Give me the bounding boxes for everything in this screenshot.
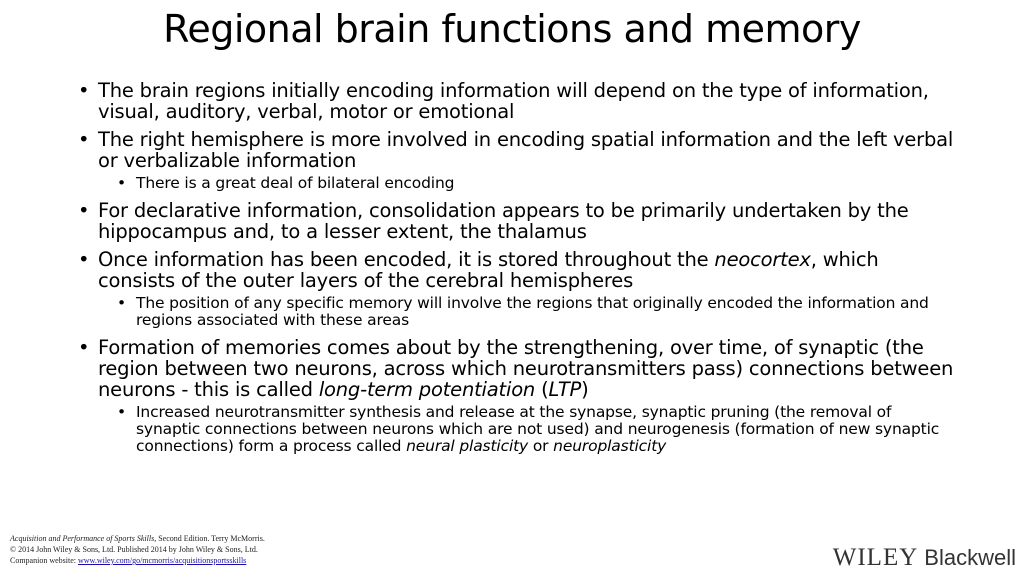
footer-companion-line xyxy=(10,555,265,566)
bullet-text: ) xyxy=(581,378,589,401)
subbullet-text: There is a great deal of bilateral encoding xyxy=(136,174,455,192)
footer-book-rest: , Second Edition. Terry McMorris. xyxy=(154,534,265,543)
emphasis-ltp-term: long-term potentiation xyxy=(318,378,536,401)
bullet-encoding-regions xyxy=(74,80,954,122)
slide-title: Regional brain functions and memory xyxy=(163,7,861,51)
subbullet-memory-position xyxy=(74,295,954,329)
bullet-text: Formation of memories comes about by the strengthening, over time, of synaptic (the region between two neurons, across which neurotransmitters pass) connections between neurons - this is called xyxy=(98,336,954,401)
bullet-neocortex xyxy=(74,249,954,291)
bullet-text: The right hemisphere is more involved in encoding spatial information and the left verbal or verbalizable information xyxy=(98,128,954,172)
subbullet-text: Increased neurotransmitter synthesis and release at the synapse, synaptic pruning (the removal of synaptic connections between neurons which are not used) and neurogenesis (formation of new synaptic connections) form a process called xyxy=(136,403,940,455)
bullet-text: The brain regions initially encoding information will depend on the type of information, visual, auditory, verbal, motor or emotional xyxy=(98,79,929,123)
footer-book-line xyxy=(10,533,265,544)
footer-book-title: Acquisition and Performance of Sports Skills xyxy=(10,534,155,543)
bullet-ltp xyxy=(74,337,954,400)
wiley-blackwell-logo xyxy=(833,544,1016,572)
subbullet-bilateral xyxy=(74,175,954,192)
bullet-text: ( xyxy=(535,378,549,401)
emphasis-neocortex: neocortex xyxy=(714,248,811,271)
emphasis-neural-plasticity: neural plasticity xyxy=(406,437,529,455)
companion-website-link[interactable]: www.wiley.com/go/mcmorris/acquisitionsportsskills xyxy=(78,556,247,565)
bullet-hemispheres xyxy=(74,129,954,171)
emphasis-neuroplasticity: neuroplasticity xyxy=(553,437,667,455)
bullet-text: , which consists of the outer layers of the cerebral hemispheres xyxy=(98,248,879,292)
logo-wiley: WILEY xyxy=(832,544,919,571)
subbullet-text: The position of any specific memory will involve the regions that originally encoded the information and regions associated with these areas xyxy=(136,294,929,329)
bullet-text: For declarative information, consolidation appears to be primarily undertaken by the hippocampus and, to a lesser extent, the thalamus xyxy=(98,199,909,243)
emphasis-ltp-abbr: LTP xyxy=(548,378,582,401)
bullet-consolidation xyxy=(74,200,954,242)
footer-copyright: © 2014 John Wiley & Sons, Ltd. Published 2014 by John Wiley & Sons, Ltd. xyxy=(10,545,258,554)
slide-content xyxy=(74,80,954,463)
subbullet-text: or xyxy=(528,437,554,455)
logo-blackwell: Blackwell xyxy=(924,545,1016,570)
footer-companion-label: Companion website: xyxy=(10,556,78,565)
bullet-text: Once information has been encoded, it is stored throughout the xyxy=(98,248,715,271)
subbullet-neuroplasticity xyxy=(74,404,954,455)
citation-footer xyxy=(10,533,265,566)
